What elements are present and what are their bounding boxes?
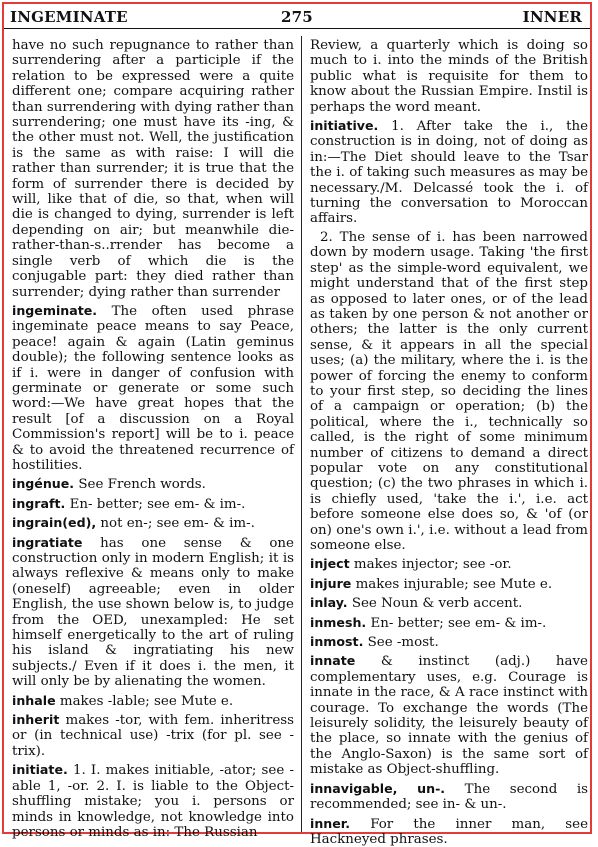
entry-text: For the inner man, see Hackneyed phrases. xyxy=(310,817,588,847)
entry-ingratiate xyxy=(12,535,294,690)
entry-headword: inherit xyxy=(12,712,59,727)
entry-headword: innate xyxy=(310,653,355,668)
entry-ingrained xyxy=(12,515,294,531)
right-column xyxy=(310,38,588,847)
entry-text: has one sense & one construction only in modern English; it is always reflexive & means only to make (oneself) agreeable; even in older English, the use shown below is, to judge from the OED, unexampled: He set himself energetically to the art of ruling his island & ingratiating his new subjects./ Even if it does i. the men, it will only be by alienating the women. xyxy=(12,536,294,690)
entry-headword: innavigable, un-. xyxy=(310,781,445,796)
entry-text: 1. After take the i., the construction is in doing, not of doing as in:—The Diet should leave to the Tsar the i. of taking such measures as may be necessary./M. Delcassé took the i. of turning the conversation to Moroccan affairs. xyxy=(310,119,588,226)
entry-ingeminate xyxy=(12,303,294,473)
entry-headword: injure xyxy=(310,576,351,591)
page-header xyxy=(4,4,590,29)
entry-inmesh xyxy=(310,615,588,631)
left-column xyxy=(12,38,294,840)
entry-text: makes -tor, with fem. inheritress or (in technical use) -trix (for pl. see -trix). xyxy=(12,713,294,759)
entry-injure xyxy=(310,576,588,592)
entry-inhale xyxy=(12,693,294,709)
entry-text: En- better; see em- & im-. xyxy=(70,497,246,512)
header-last-headword: INNER xyxy=(523,8,582,26)
entry-inmost xyxy=(310,634,588,650)
entry-initiative-sense-2 xyxy=(310,230,588,554)
entry-text: 2. The sense of i. has been narrowed down by modern usage. Taking 'the first step' as the simple-word equivalent, we might understand that of the first step as opposed to later ones, or of the lead as taken by one person & not another or others; the latter is the only current sense, & it appears in all the special uses; (a) the military, where the i. is the power of forcing the enemy to conform to your first step, so deciding the lines of a campaign or operation; (b) the political, where the i., technically so called, is the right of some minimum number of citizens to demand a direct popular vote on any constitutional question; (c) the two phrases in which i. is chiefly used, 'take the i.', i.e. act before someone else does so, & 'of (or on) one's own i.', i.e. without a lead from someone else. xyxy=(310,230,588,553)
entry-ingraft xyxy=(12,496,294,512)
entry-initiate xyxy=(12,762,294,840)
page-number: 275 xyxy=(4,8,590,26)
entry-text: The second is recommended; see in- & un-. xyxy=(310,782,588,812)
entry-headword: ingratiate xyxy=(12,535,82,550)
entry-headword: ingrain(ed), xyxy=(12,515,96,530)
entry-headword: inner. xyxy=(310,816,350,831)
entry-headword: ingraft. xyxy=(12,496,65,511)
entry-headword: inmost. xyxy=(310,634,363,649)
entry-headword: inhale xyxy=(12,693,56,708)
entry-text: makes -lable; see Mute e. xyxy=(60,694,233,709)
entry-text: The often used phrase ingeminate peace means to say Peace, peace! again & again (Latin geminus double); the following sentence looks as if i. were in danger of confusion with germinate or generate or some such word:—We have great hopes that the result [of a discussion on a Royal Commission's report] will be to i. peace & to avoid the threatened recurrence of hostilities. xyxy=(12,304,294,473)
entry-headword: initiative. xyxy=(310,118,378,133)
entry-ingenue xyxy=(12,476,294,492)
entry-text: En- better; see em- & im-. xyxy=(370,616,546,631)
entry-headword: inject xyxy=(310,556,350,571)
entry-text: & instinct (adj.) have complementary uses, e.g. Courage is innate in the race, & A race instinct with courage. To exchange the words (The leisurely solidity, the leisurely beauty of the place, so innate with the genius of the Anglo-Saxon) is the same sort of mistake as Object-shuffling. xyxy=(310,654,588,777)
entry-inject xyxy=(310,556,588,572)
column-divider xyxy=(301,36,302,832)
entry-continuation xyxy=(310,38,588,115)
entry-text: makes injector; see -or. xyxy=(354,557,512,572)
entry-text: have no such repugnance to rather than surrendering after a participle if the relation to be expressed were a quite different one; compare acquiring rather than surrendering with dying rather than surrendering; one must have its -ing, & the other must not. Well, the justification is the same as with raise: I will die rather than surrender; it is true that the form of surrender there is decided by will, like that of die, so that, when will die is changed to dying, surrender is left depending on air; but meanwhile die-rather-than-s..rrender has become a single verb of which die is the conjugable part: they died rather than surrender; dying rather than surrender xyxy=(12,38,294,300)
entry-text: See Noun & verb accent. xyxy=(352,596,523,611)
entry-text: See -most. xyxy=(368,635,439,650)
header-first-headword: INGEMINATE xyxy=(10,8,128,26)
entry-innavigable xyxy=(310,781,588,813)
entry-inlay xyxy=(310,595,588,611)
entry-headword: inlay. xyxy=(310,595,348,610)
entry-headword: initiate. xyxy=(12,762,68,777)
entry-headword: inmesh. xyxy=(310,615,366,630)
entry-text: makes injurable; see Mute e. xyxy=(356,577,553,592)
entry-innate xyxy=(310,653,588,777)
entry-headword: ingeminate. xyxy=(12,303,97,318)
entry-text: not en-; see em- & im-. xyxy=(100,516,254,531)
entry-text: 1. I. makes initiable, -ator; see -able 1, -or. 2. I. is liable to the Object-shuffling mistake; you i. persons or minds in knowledge, not knowledge into persons or minds as in: The Russian xyxy=(12,763,294,840)
dictionary-page xyxy=(2,2,592,834)
entry-continuation xyxy=(12,38,294,300)
entry-inner xyxy=(310,816,588,847)
entry-inherit xyxy=(12,712,294,759)
entry-initiative xyxy=(310,118,588,227)
entry-text: See French words. xyxy=(78,477,206,492)
entry-headword: ingénue. xyxy=(12,476,74,491)
entry-text: Review, a quarterly which is doing so much to i. into the minds of the British public what is requisite for them to know about the Russian Empire. Instil is perhaps the word meant. xyxy=(310,38,588,115)
